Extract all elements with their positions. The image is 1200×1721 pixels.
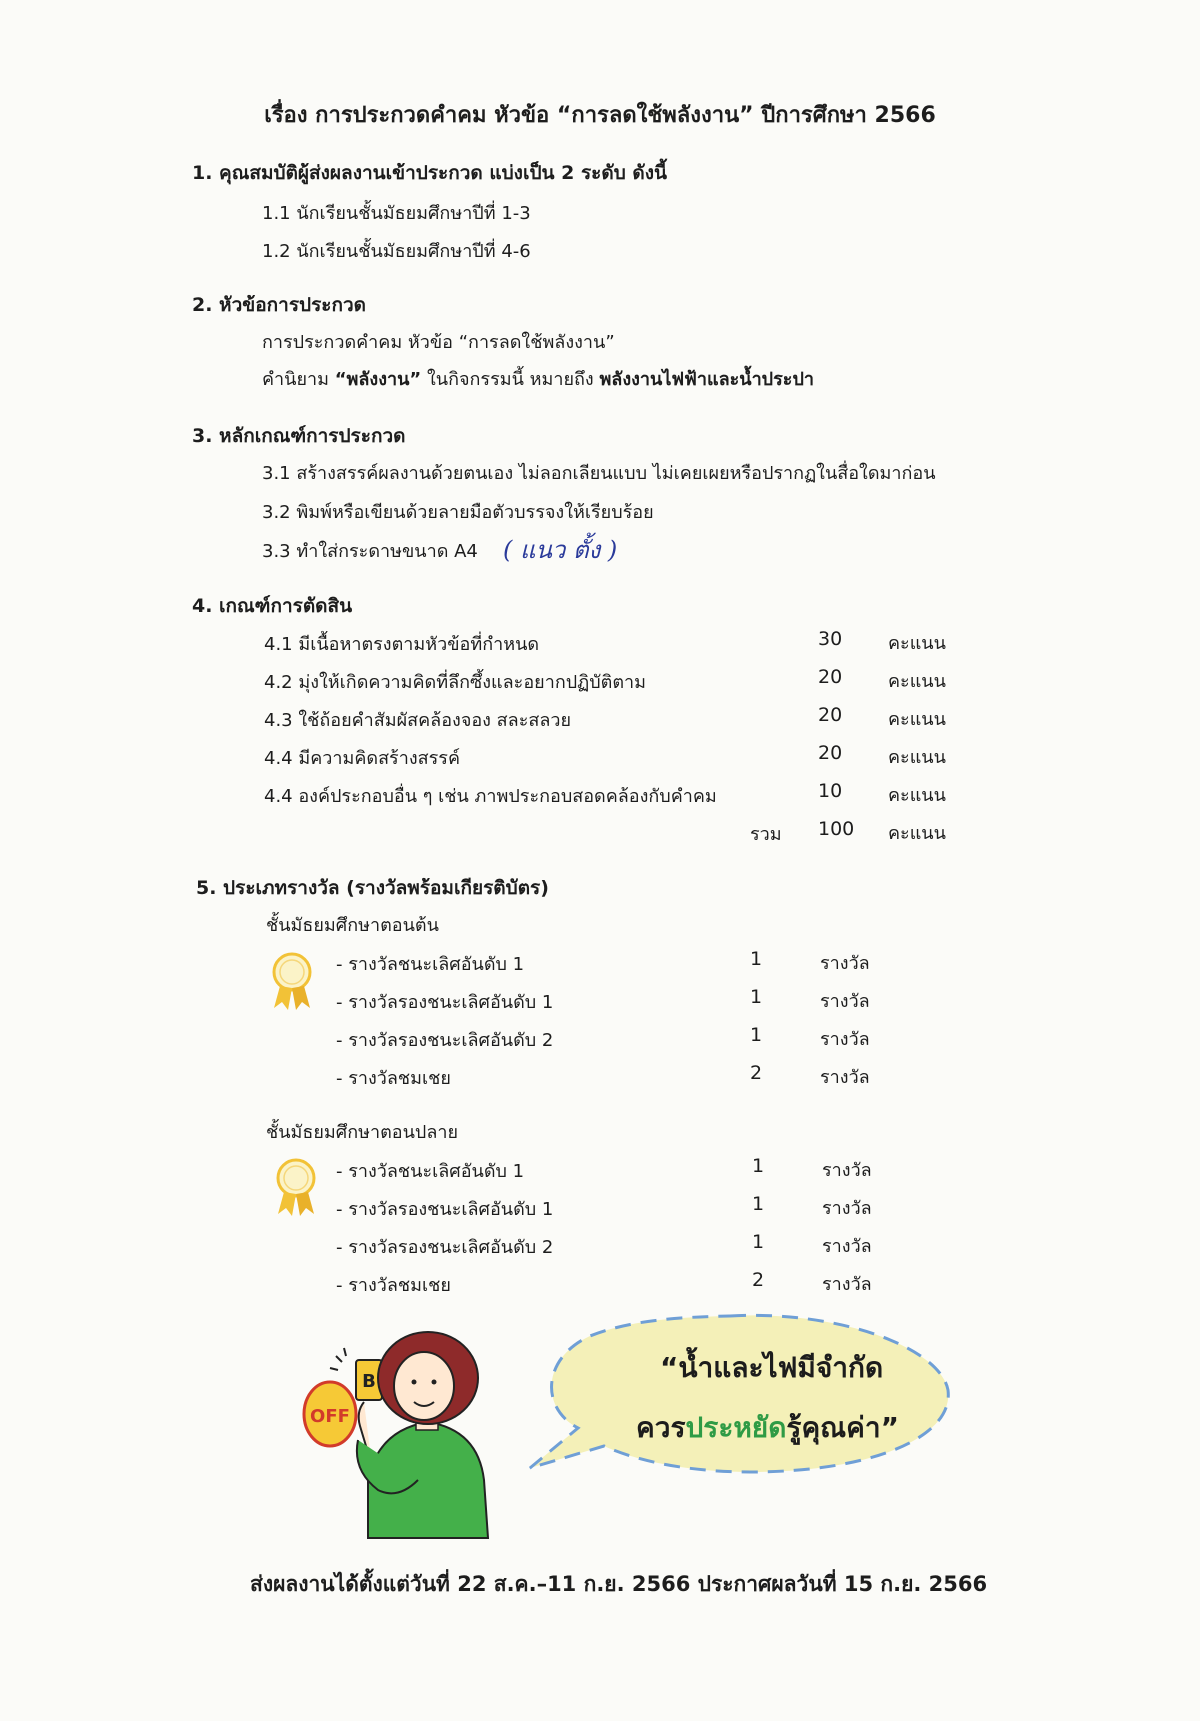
submission-dates: ส่งผลงานได้ตั้งแต่วันที่ 22 ส.ค.–11 ก.ย. 2566 ประกาศผลวันที่ 15 ก.ย. 2566	[250, 1572, 988, 1596]
section1-item: 1.1 นักเรียนชั้นมัธยมศึกษาปีที่ 1-3	[262, 203, 531, 224]
total-label: รวม	[750, 824, 782, 845]
award-label: - รางวัลชมเชย	[336, 1275, 451, 1296]
award-unit: รางวัล	[822, 1274, 872, 1295]
total-score: 100	[818, 818, 855, 840]
award-group-name: ชั้นมัธยมศึกษาตอนปลาย	[266, 1122, 458, 1143]
energy-saving-illustration	[298, 1330, 518, 1540]
award-count: 1	[752, 1155, 765, 1177]
document-title: เรื่อง การประกวดคำคม หัวข้อ “การลดใช้พลังงาน” ปีการศึกษา 2566	[264, 103, 936, 128]
rule-item: 3.2 พิมพ์หรือเขียนด้วยลายมือตัวบรรจงให้เรียบร้อย	[262, 502, 654, 523]
criterion-label: 4.4 องค์ประกอบอื่น ๆ เช่น ภาพประกอบสอดคล้องกับคำคม	[264, 786, 717, 807]
section1-heading: 1. คุณสมบัติผู้ส่งผลงานเข้าประกวด แบ่งเป็น 2 ระดับ ดังนี้	[192, 162, 667, 184]
criterion-label: 4.2 มุ่งให้เกิดความคิดที่ลึกซึ้งและอยากปฏิบัติตาม	[264, 672, 646, 693]
award-count: 1	[752, 1231, 765, 1253]
criterion-label: 4.3 ใช้ถ้อยคำสัมผัสคล้องจอง สละสลวย	[264, 710, 572, 731]
criterion-unit: คะแนน	[888, 709, 946, 730]
total-unit: คะแนน	[888, 823, 946, 844]
award-label: - รางวัลชมเชย	[336, 1068, 451, 1089]
award-label: - รางวัลรองชนะเลิศอันดับ 2	[336, 1030, 554, 1051]
criterion-label: 4.4 มีความคิดสร้างสรรค์	[264, 748, 460, 769]
handwritten-note: ( แนว ตั้ง )	[503, 536, 618, 564]
award-unit: รางวัล	[822, 1236, 872, 1257]
criterion-label: 4.1 มีเนื้อหาตรงตามหัวข้อที่กำหนด	[264, 634, 540, 655]
definition-prefix: คำนิยาม	[262, 369, 335, 390]
switch-letter: B	[362, 1371, 376, 1392]
medal-icon	[268, 950, 316, 1014]
contest-topic-line: การประกวดคำคม หัวข้อ “การลดใช้พลังงาน”	[262, 332, 615, 353]
award-unit: รางวัล	[820, 1067, 870, 1088]
award-group-name: ชั้นมัธยมศึกษาตอนต้น	[266, 915, 439, 936]
speech-bubble	[520, 1308, 960, 1478]
section1-item: 1.2 นักเรียนชั้นมัธยมศึกษาปีที่ 4-6	[262, 241, 531, 262]
medal-icon	[272, 1156, 320, 1220]
rule-item: 3.1 สร้างสรรค์ผลงานด้วยตนเอง ไม่ลอกเลียนแบบ ไม่เคยเผยหรือปรากฏในสื่อใดมาก่อน	[262, 463, 936, 484]
award-unit: รางวัล	[820, 953, 870, 974]
section2-heading: 2. หัวข้อการประกวด	[192, 294, 367, 316]
award-label: - รางวัลชนะเลิศอันดับ 1	[336, 1161, 525, 1182]
criterion-unit: คะแนน	[888, 671, 946, 692]
award-unit: รางวัล	[822, 1198, 872, 1219]
off-sign-text: OFF	[310, 1406, 350, 1427]
award-count: 1	[750, 948, 763, 970]
criterion-score: 20	[818, 704, 843, 726]
award-count: 1	[750, 986, 763, 1008]
slogan-line-1: “น้ำและไฟมีจำกัด	[660, 1351, 884, 1384]
criterion-unit: คะแนน	[888, 785, 946, 806]
award-label: - รางวัลรองชนะเลิศอันดับ 2	[336, 1237, 554, 1258]
definition-middle: ในกิจกรรมนี้ หมายถึง	[421, 369, 600, 390]
criterion-score: 10	[818, 780, 843, 802]
award-count: 1	[752, 1193, 765, 1215]
criterion-unit: คะแนน	[888, 747, 946, 768]
criterion-score: 20	[818, 666, 843, 688]
slogan-word-2: ประหยัด	[685, 1411, 787, 1444]
award-count: 2	[752, 1269, 765, 1291]
criterion-score: 30	[818, 628, 843, 650]
slogan-word-1: ควร	[636, 1411, 686, 1444]
award-unit: รางวัล	[822, 1160, 872, 1181]
award-count: 2	[750, 1062, 763, 1084]
award-unit: รางวัล	[820, 991, 870, 1012]
section5-heading: 5. ประเภทรางวัล (รางวัลพร้อมเกียรติบัตร)	[196, 877, 549, 899]
criterion-unit: คะแนน	[888, 633, 946, 654]
definition-meaning: พลังงานไฟฟ้าและน้ำประปา	[599, 369, 814, 390]
award-label: - รางวัลชนะเลิศอันดับ 1	[336, 954, 525, 975]
definition-line	[262, 364, 814, 393]
slogan-line-2	[636, 1406, 899, 1450]
rule-item: 3.3 ทำใส่กระดาษขนาด A4	[262, 541, 478, 562]
award-label: - รางวัลรองชนะเลิศอันดับ 1	[336, 992, 554, 1013]
definition-term: “พลังงาน”	[334, 369, 422, 390]
section4-heading: 4. เกณฑ์การตัดสิน	[192, 595, 353, 617]
award-label: - รางวัลรองชนะเลิศอันดับ 1	[336, 1199, 554, 1220]
award-count: 1	[750, 1024, 763, 1046]
slogan-word-3: รู้คุณค่า”	[786, 1411, 900, 1444]
award-unit: รางวัล	[820, 1029, 870, 1050]
section3-heading: 3. หลักเกณฑ์การประกวด	[192, 425, 406, 447]
criterion-score: 20	[818, 742, 843, 764]
